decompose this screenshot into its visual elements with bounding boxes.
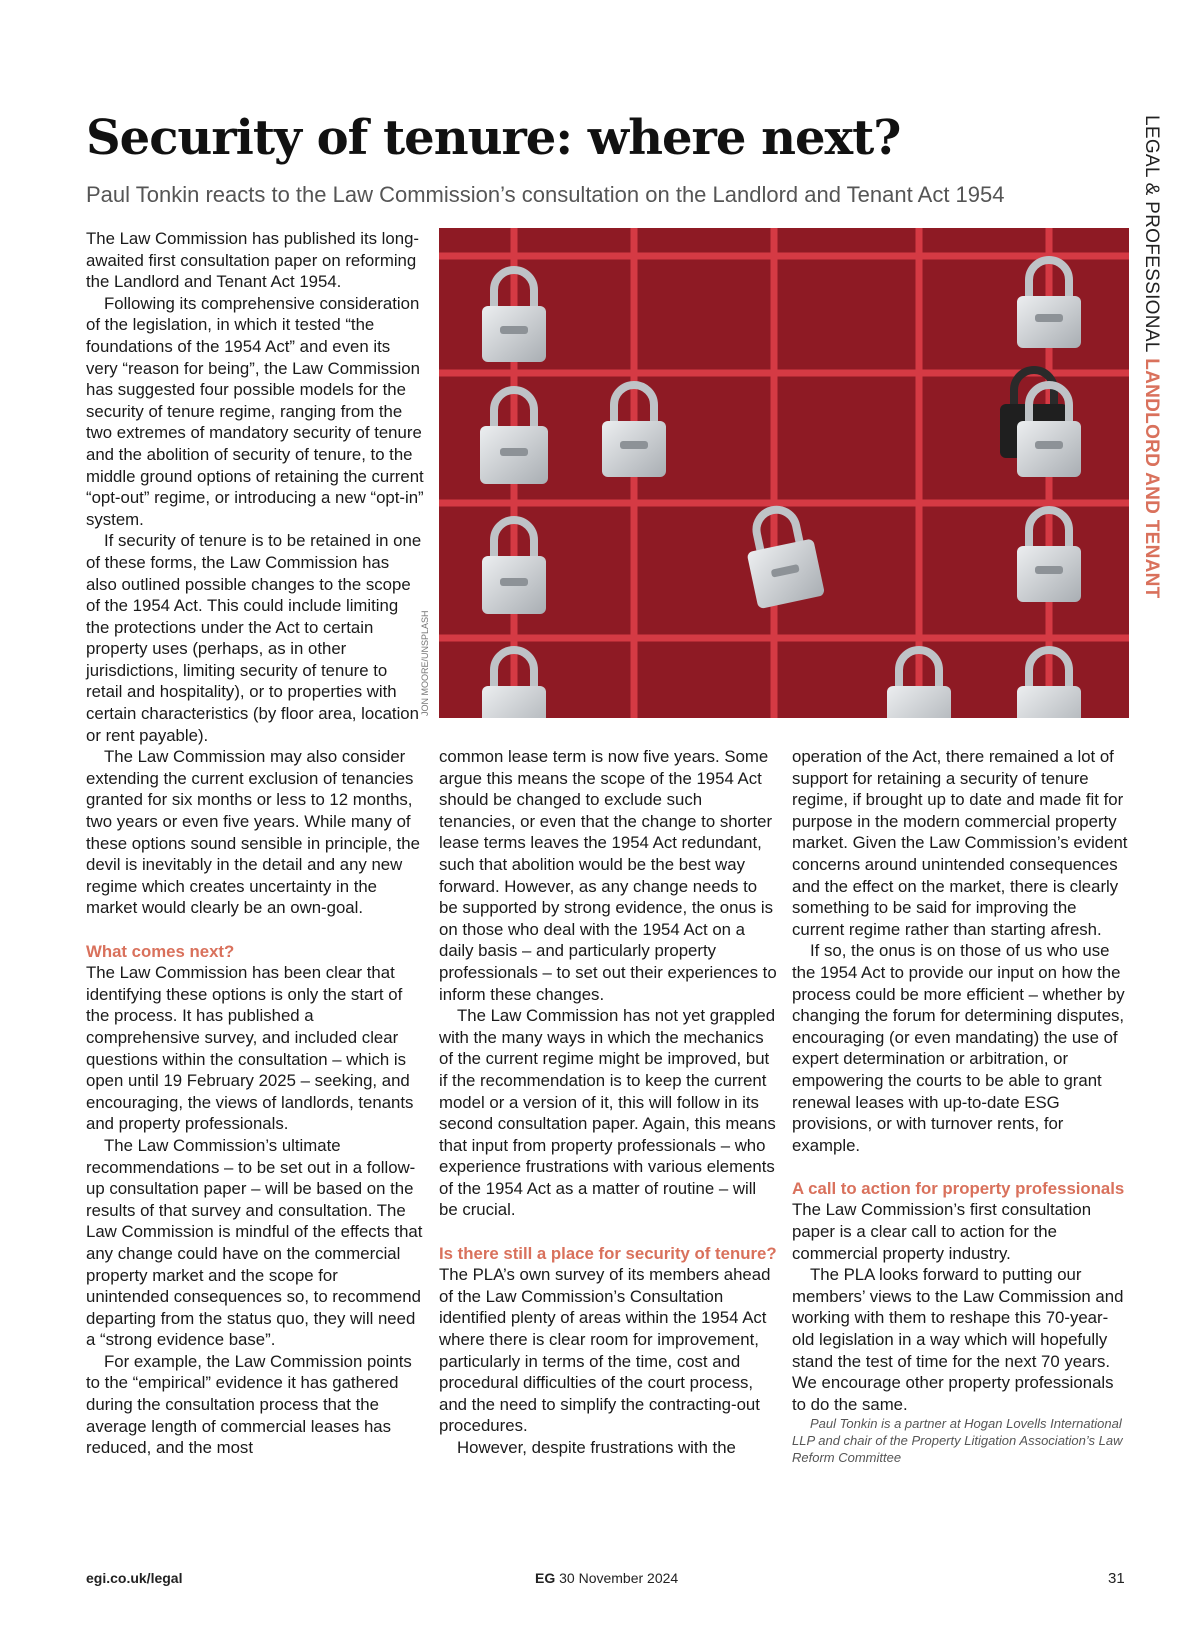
issue-date: 30 November 2024 bbox=[559, 1570, 679, 1586]
padlocks-illustration bbox=[439, 228, 1129, 718]
article-column-1 bbox=[86, 228, 424, 1459]
photo-credit: JON MOORE/UNSPLASH bbox=[420, 610, 430, 716]
paragraph: The Law Commission may also consider extending the current exclusion of tenancies granted for six months or less to 12 months, two years or even five years. While many of these options sound sensible in principle, the devil is inevitably in the detail and any new regime which creates uncertainty in the market would clearly be an own-goal. bbox=[86, 747, 420, 918]
paragraph: common lease term is now five years. Some argue this means the scope of the 1954 Act should be changed to exclude such tenancies, or even that the change to shorter lease terms leaves the 1954 Act redundant, such that abolition would be the best way forward. However, as any change needs to be supported by strong evidence, the onus is on those who deal with the 1954 Act on a daily basis – and particularly property professionals – to set out their experiences to inform these changes. bbox=[439, 747, 777, 1004]
paragraph: However, despite frustrations with the bbox=[457, 1438, 736, 1457]
paragraph: The PLA looks forward to putting our members’ views to the Law Commission and working with them to reshape this 70-year-old legislation in a way which will hopefully stand the test of time for the next 70 years. We encourage other property professionals to do the same. bbox=[792, 1265, 1124, 1414]
footer-website-link[interactable]: egi.co.uk/legal bbox=[86, 1570, 183, 1586]
page-number: 31 bbox=[1108, 1570, 1125, 1587]
paragraph: The PLA’s own survey of its members ahead of the Law Commission’s Consultation identified plenty of areas within the 1954 Act where there is clear room for improvement, particularly in terms of the time, cost and procedural difficulties of the court process, and the need to simplify the contracting-out procedures. bbox=[439, 1265, 771, 1436]
section-label-prefix: LEGAL & PROFESSIONAL bbox=[1141, 115, 1162, 353]
paragraph: The Law Commission has published its long-awaited first consultation paper on reforming the Landlord and Tenant Act 1954. bbox=[86, 229, 419, 292]
article-subtitle: Paul Tonkin reacts to the Law Commission’s consultation on the Landlord and Tenant Act 1954 bbox=[86, 182, 1005, 207]
magazine-name: EG bbox=[535, 1570, 556, 1586]
padlocks-photo bbox=[439, 228, 1129, 718]
section-heading: What comes next? bbox=[86, 941, 235, 961]
author-bio: Paul Tonkin is a partner at Hogan Lovells International LLP and chair of the Property Litigation Association’s Law Reform Committee bbox=[792, 1416, 1123, 1466]
paragraph: The Law Commission has not yet grappled with the many ways in which the mechanics of the current regime might be improved, but if the recommendation is to keep the current model or a version of it, this will follow in its second consultation paper. Again, this means that input from property professionals – who experience frustrations with various elements of the 1954 Act as a matter of routine – will be crucial. bbox=[439, 1006, 776, 1220]
paragraph: The Law Commission’s first consultation paper is a clear call to action for the commercial property industry. bbox=[792, 1200, 1092, 1263]
paragraph: operation of the Act, there remained a lot of support for retaining a security of tenure regime, if brought up to date and made fit for purpose in the modern commercial property market. Given the Law Commission’s evident concerns around unintended consequences and the effect on the market, there is clearly something to be said for improving the current regime rather than starting afresh. bbox=[792, 747, 1128, 939]
article-column-3 bbox=[792, 746, 1130, 1466]
article-column-2 bbox=[439, 746, 777, 1459]
footer-issue bbox=[535, 1570, 678, 1586]
paragraph: For example, the Law Commission points to the “empirical” evidence it has gathered during the consultation process that the average length of commercial leases has reduced, and the most bbox=[86, 1351, 412, 1458]
paragraph: The Law Commission’s ultimate recommendations – to be set out in a follow-up consultation paper – will be based on the results of that survey and consultation. The Law Commission is mindful of the effects that any change could have on the commercial property market and the scope for unintended consequences so, to recommend departing from the status quo, they will need a “strong evidence base”. bbox=[86, 1135, 423, 1350]
section-heading: Is there still a place for security of tenure? bbox=[439, 1243, 777, 1263]
paragraph: If so, the onus is on those of us who use the 1954 Act to provide our input on how the process could be more efficient – whether by changing the forum for determining disputes, encouraging (or even mandating) the use of expert determination or arbitration, or empowering the courts to be able to grant renewal leases with up-to-date ESG provisions, or with turnover rents, for example. bbox=[792, 941, 1125, 1155]
paragraph: Following its comprehensive consideration of the legislation, in which it tested “the foundations of the 1954 Act” and even its very “reason for being”, the Law Commission has suggested four possible models for the security of tenure regime, ranging from the two extremes of mandatory security of tenure and the abolition of security of tenure, to the middle ground options of retaining the current “opt-out” regime, or introducing a new “opt-in” system. bbox=[86, 293, 424, 529]
section-heading: A call to action for property professionals bbox=[792, 1178, 1125, 1198]
section-label bbox=[1138, 115, 1162, 645]
section-label-highlight: LANDLORD AND TENANT bbox=[1141, 358, 1162, 599]
paragraph: The Law Commission has been clear that identifying these options is only the start of the process. It has published a comprehensive survey, and included clear questions within the consultation – which is open until 19 February 2025 – seeking, and encouraging, the views of landlords, tenants and property professionals. bbox=[86, 963, 414, 1134]
article-title: Security of tenure: where next? bbox=[86, 110, 901, 166]
paragraph: If security of tenure is to be retained in one of these forms, the Law Commission has also outlined possible changes to the scope of the 1954 Act. This could include limiting the protections under the Act to certain property uses (perhaps, as in other jurisdictions, limiting security of tenure to retail and hospitality), or to properties with certain characteristics (by floor area, location or rent payable). bbox=[86, 531, 422, 745]
